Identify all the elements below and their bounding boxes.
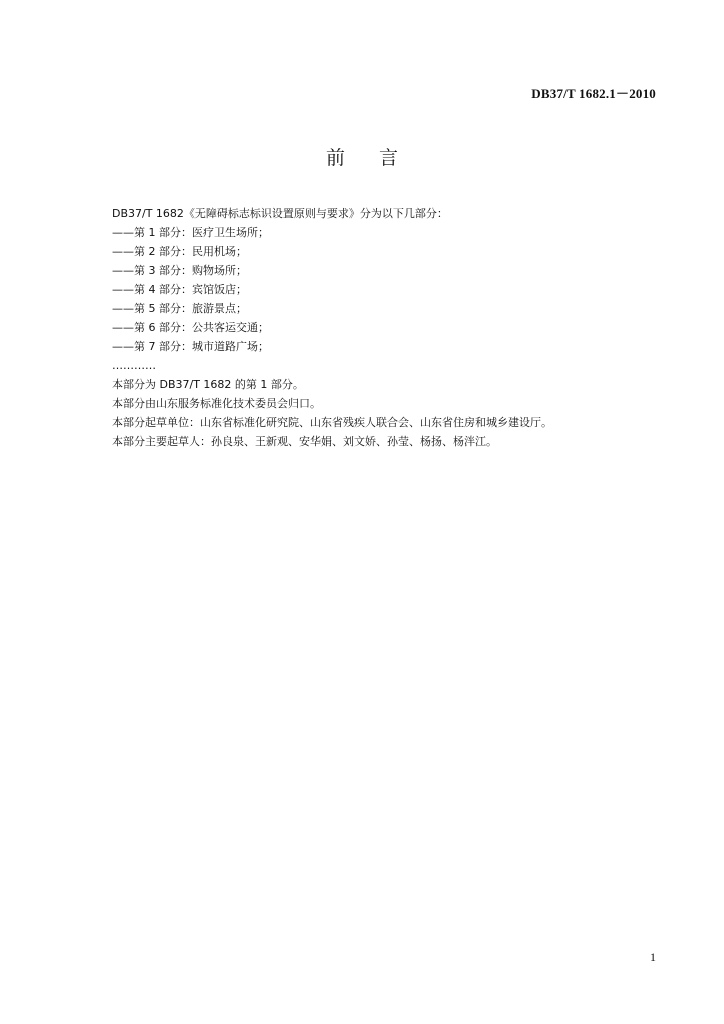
intro-paragraph: DB37/T 1682《无障碍标志标识设置原则与要求》分为以下几部分： [112, 207, 448, 220]
part-list-item-7: ——第 7 部分：城市道路广场； [112, 340, 269, 353]
part-list-item-5: ——第 5 部分：旅游景点； [112, 302, 247, 315]
part-list-item-1: ——第 1 部分：医疗卫生场所； [112, 226, 269, 239]
page-number: 1 [650, 950, 656, 964]
statement-responsible-committee: 本部分由山东服务标准化技术委员会归口。 [112, 397, 321, 410]
part-list-item-3: ——第 3 部分：购物场所； [112, 264, 247, 277]
statement-drafters: 本部分主要起草人：孙良泉、王新观、安华娟、刘文娇、孙莹、杨扬、杨泮江。 [112, 435, 497, 448]
part-list-item-6: ——第 6 部分：公共客运交通； [112, 321, 269, 334]
statement-drafting-units: 本部分起草单位：山东省标准化研究院、山东省残疾人联合会、山东省住房和城乡建设厅。 [112, 416, 552, 429]
standard-code: DB37/T 1682.1－2010 [531, 86, 656, 101]
statement-part-number: 本部分为 DB37/T 1682 的第 1 部分。 [112, 378, 304, 391]
page-title: 前言 [325, 147, 432, 169]
foreword-body [112, 204, 672, 451]
list-ellipsis: ………… [112, 359, 156, 372]
part-list-item-4: ——第 4 部分：宾馆饭店； [112, 283, 247, 296]
part-list-item-2: ——第 2 部分：民用机场； [112, 245, 247, 258]
